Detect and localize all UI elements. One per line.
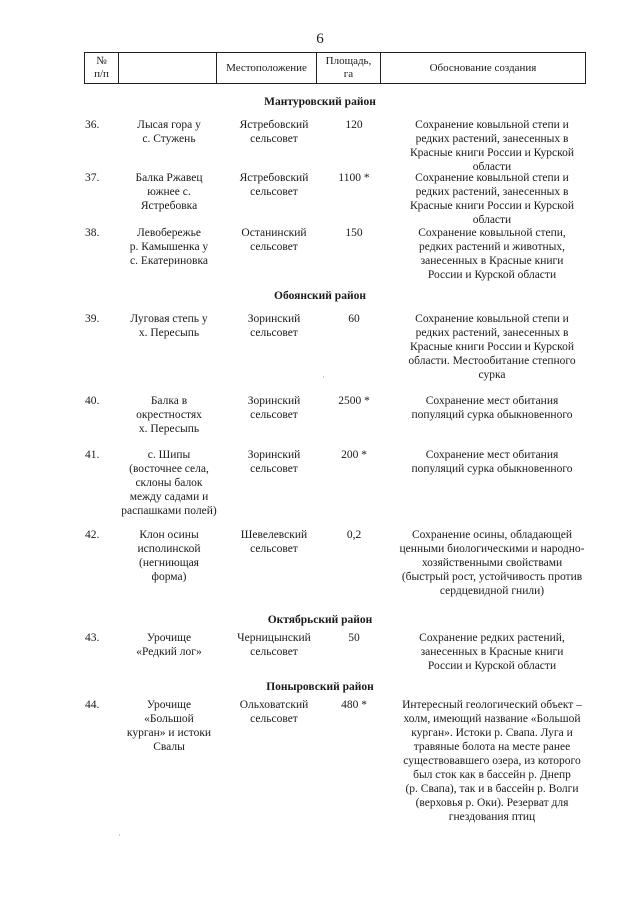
row-location: Ястребовский сельсовет xyxy=(239,119,309,145)
row-number: 36. xyxy=(85,119,100,131)
row-area: 1100 * xyxy=(338,172,370,184)
row-area: 2500 * xyxy=(338,395,370,407)
row-location: Ольховатский сельсовет xyxy=(239,699,309,725)
row-reason: Сохранение мест обитания популяций сурка обыкновенного xyxy=(411,449,573,475)
header-number: № п/п xyxy=(85,53,119,83)
row-area: 200 * xyxy=(341,449,367,461)
row-reason: Сохранение ковыльной степи и редких растений, занесенных в Красные книги России и Курской области xyxy=(409,119,574,173)
header-area: Площадь, га xyxy=(317,53,381,83)
row-location: Зоринский сельсовет xyxy=(247,313,301,339)
row-reason: Сохранение осины, обладающей ценными биологическими и народно- хозяйственными свойствами (быстрый рост, устойчивость против сердцевидной гнили) xyxy=(399,529,585,597)
row-location: Останинский сельсовет xyxy=(241,227,307,253)
district-heading-manturovsky: Мантуровский район xyxy=(264,96,376,108)
row-location: Черницынский сельсовет xyxy=(237,632,311,658)
row-area: 150 xyxy=(345,227,363,239)
table-row xyxy=(0,631,640,672)
row-name: с. Шипы (восточнее села, склоны балок между садами и распашками полей) xyxy=(121,449,217,517)
row-area: 0,2 xyxy=(346,529,362,541)
row-name: Лысая гора у с. Стужень xyxy=(137,119,201,145)
row-name: Балка Ржавец южнее с. Ястребовка xyxy=(135,172,203,212)
table-row xyxy=(0,448,640,517)
row-name: Левобережье р. Камышенка у с. Екатериновка xyxy=(129,227,209,267)
scan-speck: · xyxy=(322,372,325,382)
scan-speck: · xyxy=(118,830,121,840)
row-number: 41. xyxy=(85,449,100,461)
district-heading-ponyrovsky: Поныровский район xyxy=(266,681,374,693)
district-heading-oktyabrsky: Октябрьский район xyxy=(267,614,373,626)
district-heading-oboyansky: Обоянский район xyxy=(274,290,366,302)
header-location: Местоположение xyxy=(217,53,317,83)
row-reason: Сохранение ковыльной степи и редких растений, занесенных в Красные книги России и Курской области. Местообитание степного сурка xyxy=(408,313,576,381)
row-reason: Сохранение ковыльной степи, редких растений и животных, занесенных в Красные книги России и Курской области xyxy=(418,227,566,281)
table-row xyxy=(0,698,640,823)
row-name: Луговая степь у х. Пересыпь xyxy=(130,313,208,339)
row-area: 120 xyxy=(345,119,363,131)
row-number: 40. xyxy=(85,395,100,407)
row-number: 44. xyxy=(85,699,100,711)
header-reason: Обоснование создания xyxy=(429,61,537,74)
row-reason: Интересный геологический объект – холм, имеющий название «Большой курган». Истоки р. Свапа. Луга и травяные болота на месте ранее существовавшего озера, из которого был сток как в бассейн р. Днепр (р. Свапа), так и в бассейн р. Волги (верховья р. Оки). Резерват для гнездования птиц xyxy=(402,699,582,823)
row-location: Зоринский сельсовет xyxy=(247,449,301,475)
row-name: Урочище «Редкий лог» xyxy=(136,632,202,658)
row-location: Зоринский сельсовет xyxy=(247,395,301,421)
row-reason: Сохранение мест обитания популяций сурка обыкновенного xyxy=(411,395,573,421)
page-number: 6 xyxy=(316,31,324,47)
row-area: 50 xyxy=(348,632,360,644)
row-number: 37. xyxy=(85,172,100,184)
row-reason: Сохранение ковыльной степи и редких растений, занесенных в Красные книги России и Курской области xyxy=(409,172,574,226)
row-reason: Сохранение редких растений, занесенных в Красные книги России и Курской области xyxy=(419,632,565,672)
row-number: 38. xyxy=(85,227,100,239)
table-row xyxy=(0,394,640,435)
row-number: 43. xyxy=(85,632,100,644)
table-header xyxy=(84,52,586,84)
row-area: 480 * xyxy=(341,699,367,711)
header-name xyxy=(119,53,217,83)
table-row xyxy=(0,312,640,381)
table-row xyxy=(0,118,640,173)
row-name: Урочище «Большой курган» и истоки Свалы xyxy=(126,699,212,753)
row-number: 42. xyxy=(85,529,100,541)
table-row xyxy=(0,528,640,597)
row-name: Балка в окрестностях х. Пересыпь xyxy=(136,395,202,435)
row-location: Шевелевский сельсовет xyxy=(240,529,308,555)
table-row xyxy=(0,171,640,226)
row-location: Ястребовский сельсовет xyxy=(239,172,309,198)
table-row xyxy=(0,226,640,281)
row-number: 39. xyxy=(85,313,100,325)
row-name: Клон осины исполинской (негниющая форма) xyxy=(137,529,201,583)
row-area: 60 xyxy=(348,313,360,325)
